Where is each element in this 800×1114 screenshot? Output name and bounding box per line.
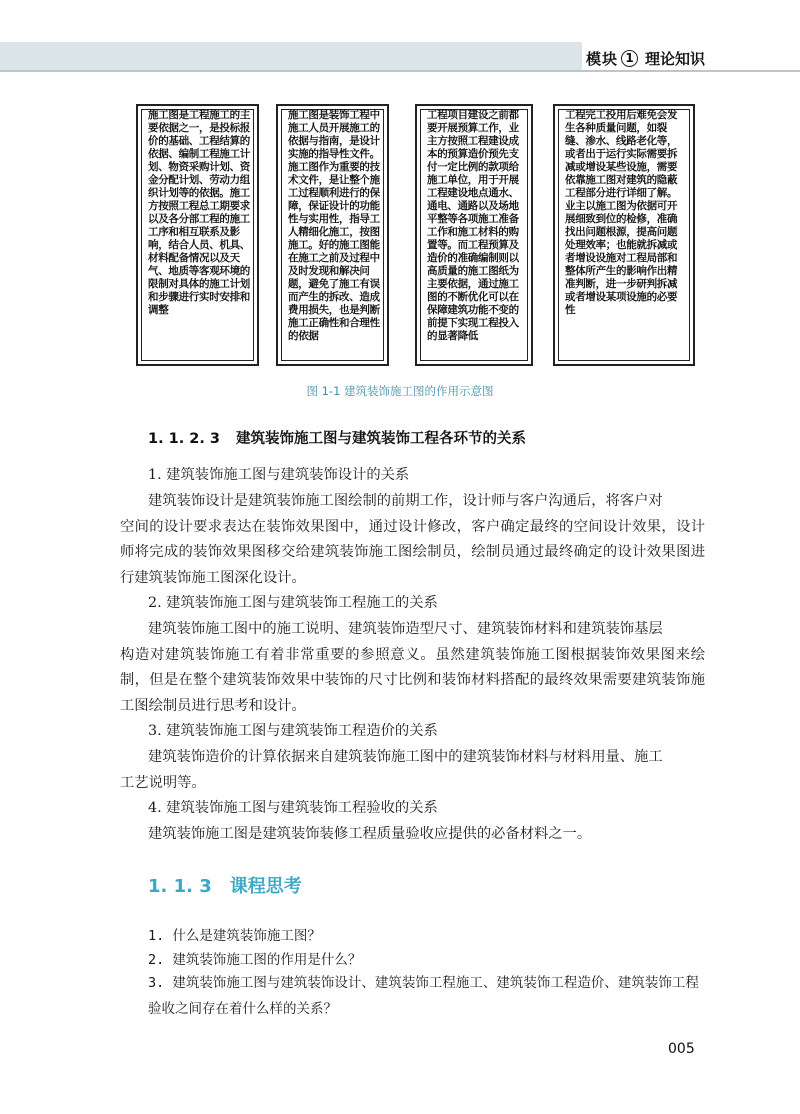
paragraph-rest: 工艺说明等。 bbox=[120, 774, 206, 791]
module-number-badge: 1 bbox=[621, 50, 638, 67]
question-3-text: 3. 建筑装饰施工图与建筑装饰设计、建筑装饰工程施工、建筑装饰工程造价、建筑装饰工程验收之间存在着什么样的关系？ bbox=[148, 975, 699, 1017]
header-band bbox=[0, 42, 582, 72]
paragraph-first-line: 建筑装饰设计是建筑装饰施工图绘制的前期工作，设计师与客户沟通后，将客户对 bbox=[148, 493, 663, 509]
item-body-4 bbox=[120, 822, 705, 848]
figure-caption: 图 1-1 建筑装饰施工图的作用示意图 bbox=[306, 384, 494, 398]
header-rule bbox=[0, 70, 800, 72]
figure-box-text: 工程项目建设之前都要开展预算工作，业主方按照工程建设成本的预算造价预先支付一定比例的款项给施工单位，用于开展工程建设地点通水、通电、通路以及场地平整等各项施工准备工作和施工材料的购置等。而工程预算及造价的准确编制则以高质量的施工图纸为主要依据，通过施工图的不断优化可以在保障建筑功能不变的前提下实现工程投入的显著降低 bbox=[427, 109, 519, 342]
figure-box-1 bbox=[136, 104, 259, 366]
course-thinking-heading bbox=[148, 872, 302, 898]
item-body-2 bbox=[120, 617, 705, 719]
paragraph-first-line: 建筑装饰施工图是建筑装饰装修工程质量验收应提供的必备材料之一。 bbox=[148, 826, 592, 842]
paragraph-first-line: 建筑装饰施工图中的施工说明、建筑装饰造型尺寸、建筑装饰材料和建筑装饰基层 bbox=[148, 621, 663, 637]
question-3 bbox=[120, 970, 710, 1022]
paragraph-rest: 构造对建筑装饰施工有着非常重要的参照意义。虽然建筑装饰施工图根据装饰效果图来绘制，但是在整个建筑装饰效果中装饰的尺寸比例和装饰材料搭配的最终效果需要建筑装饰施工图绘制员进行思考和设计。 bbox=[120, 646, 705, 714]
figure-box-text: 施工图是工程施工的主要依据之一，是投标报价的基础、工程结算的依据、编制工程施工计划、物资采购计划、资金分配计划、劳动力组织计划等的依据。施工方按照工程总工期要求以及各分部工程的施工工序和相互联系及影响，结合人员、机具、材料配备情况以及天气、地质等客观环境的限制对具体的施工计划和步骤进行实时安排和调整 bbox=[148, 109, 250, 316]
header-char-2: 块 bbox=[602, 49, 618, 68]
item-heading-3: 3. 建筑装饰施工图与建筑装饰工程造价的关系 bbox=[148, 723, 438, 739]
item-heading-1: 1. 建筑装饰施工图与建筑装饰设计的关系 bbox=[148, 467, 410, 483]
figure-box-2 bbox=[276, 104, 389, 366]
item-body-3 bbox=[120, 745, 705, 796]
figure-box-text: 施工图是装饰工程中施工人员开展施工的依据与指南，是设计实施的指导性文件。施工图作为重要的技术文件，是让整个施工过程顺利进行的保障，保证设计的功能性与实用性，指导工人精细化施工，按图施工。好的施工图能在施工之前及过程中及时发现和解决问题，避免了施工有误而产生的拆改、造成费用损失，也是判断施工正确性和合理性的依据 bbox=[288, 109, 380, 342]
figure-box-4 bbox=[553, 104, 695, 366]
item-heading-4: 4. 建筑装饰施工图与建筑装饰工程验收的关系 bbox=[148, 800, 438, 816]
paragraph-first-line: 建筑装饰造价的计算依据来自建筑装饰施工图中的建筑装饰材料与材料用量、施工 bbox=[148, 749, 663, 765]
page-number: 005 bbox=[668, 1041, 695, 1057]
paragraph-rest: 空间的设计要求表达在装饰效果图中，通过设计修改，客户确定最终的空间设计效果，设计师将完成的装饰效果图移交给建筑装饰施工图绘制员，绘制员通过最终确定的设计效果图进行建筑装饰施工图深化设计。 bbox=[120, 518, 705, 586]
header-label-text: 理论知识 bbox=[645, 49, 706, 68]
header-char-1: 模 bbox=[586, 49, 602, 68]
section-heading bbox=[148, 427, 526, 448]
item-heading-2: 2. 建筑装饰施工图与建筑装饰工程施工的关系 bbox=[148, 595, 438, 611]
question-1: 1. 什么是建筑装饰施工图？ bbox=[148, 928, 321, 944]
section-number: 1. 1. 3 bbox=[148, 876, 212, 897]
question-2: 2. 建筑装饰施工图的作用是什么？ bbox=[148, 952, 362, 968]
running-header bbox=[586, 46, 705, 70]
figure-box-text: 工程完工投用后难免会发生各种质量问题，如裂缝、渗水、线路老化等，或者出于运行实际需要拆减或增设某些设施，需要依靠施工图对建筑的隐蔽工程部分进行详细了解。业主以施工图为依据可开展细致到位的检修，准确找出问题根源，提高问题处理效率；也能就拆减或者增设设施对工程局部和整体所产生的影响作出精准判断，进一步研判拆减或者增设某项设施的必要性 bbox=[565, 109, 678, 316]
section-title: 课程思考 bbox=[229, 876, 302, 897]
section-number: 1. 1. 2. 3 bbox=[148, 431, 221, 447]
item-body-1 bbox=[120, 489, 705, 591]
section-title: 建筑装饰施工图与建筑装饰工程各环节的关系 bbox=[236, 431, 527, 447]
figure-box-3 bbox=[415, 104, 533, 366]
